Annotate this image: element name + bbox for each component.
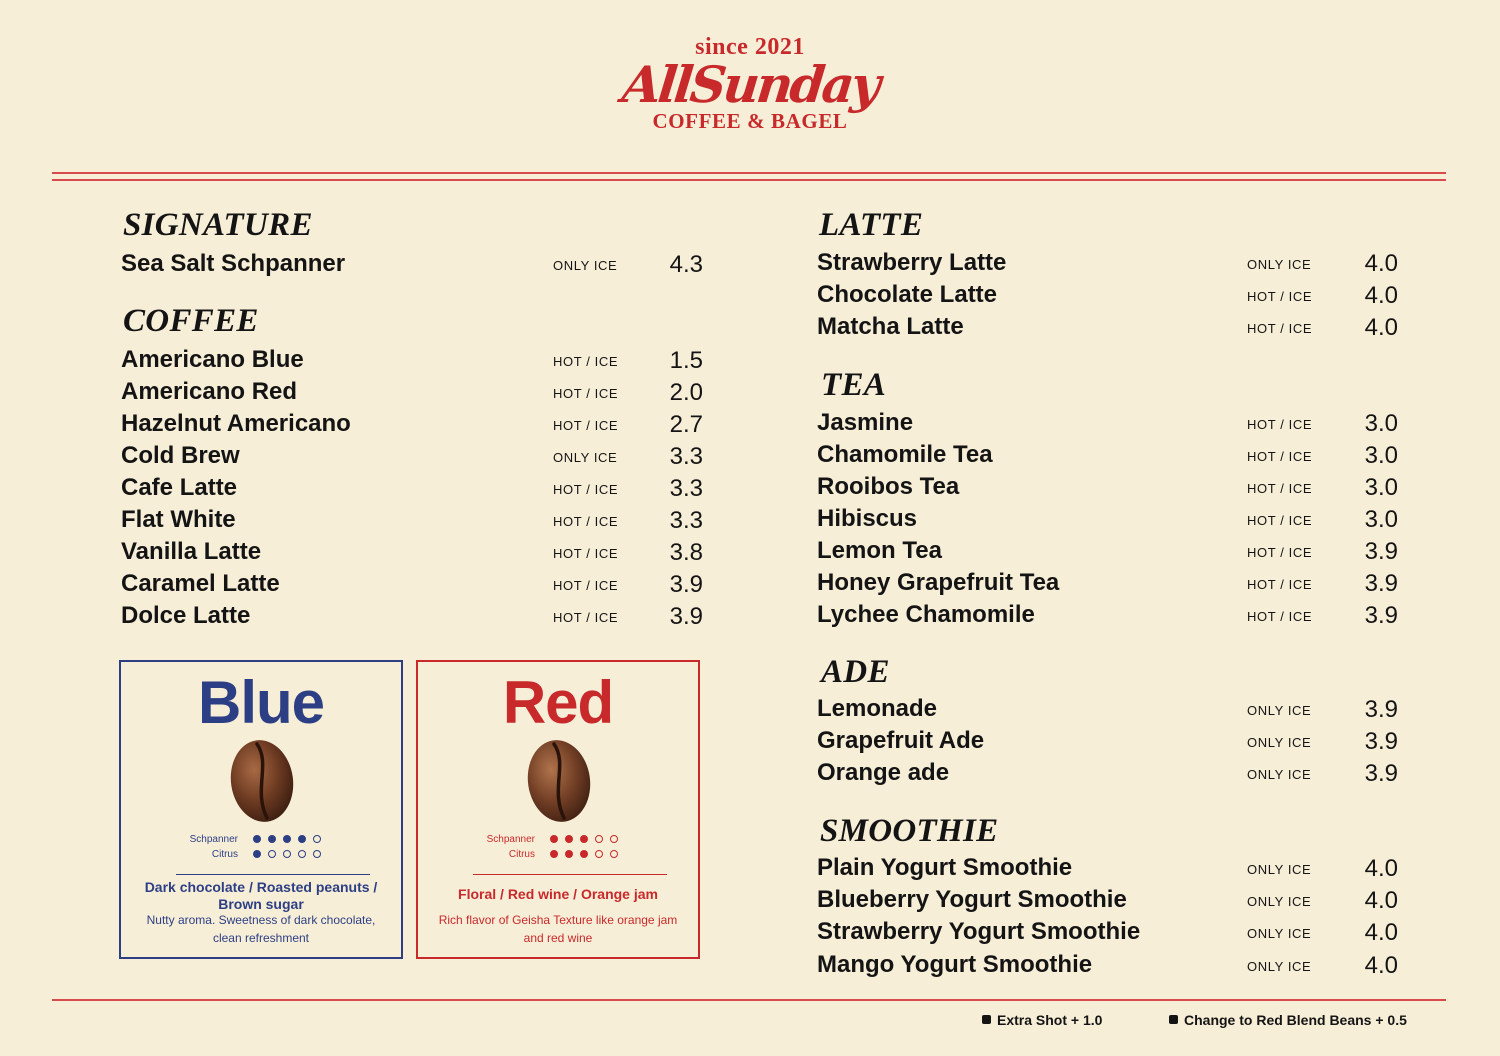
empty-dot-icon: [313, 850, 321, 858]
filled-dot-icon: [268, 835, 276, 843]
menu-item: [817, 504, 1407, 534]
section-title-tea: TEA: [821, 367, 887, 403]
menu-item: [817, 885, 1407, 915]
blend-title: Blue: [197, 669, 325, 736]
filled-dot-icon: [565, 850, 573, 858]
item-price: 3.9: [669, 603, 703, 630]
blend-title: Red: [502, 669, 614, 736]
item-option: HOT / ICE: [553, 354, 619, 369]
item-option: HOT / ICE: [1247, 577, 1313, 592]
item-price: 4.0: [1364, 919, 1398, 946]
item-option: HOT / ICE: [1247, 321, 1313, 336]
item-option: ONLY ICE: [553, 258, 618, 273]
item-option: HOT / ICE: [1247, 417, 1313, 432]
menu-item: [817, 312, 1407, 342]
item-price: 4.0: [1364, 887, 1398, 914]
item-option: ONLY ICE: [1247, 257, 1312, 272]
item-price: 3.3: [669, 475, 703, 502]
menu-item: [817, 440, 1407, 470]
item-name: Caramel Latte: [121, 570, 280, 597]
item-option: ONLY ICE: [1247, 926, 1312, 941]
item-option: HOT / ICE: [553, 514, 619, 529]
item-price: 4.0: [1364, 250, 1398, 277]
empty-dot-icon: [595, 835, 603, 843]
item-name: Hibiscus: [817, 505, 918, 532]
item-option: HOT / ICE: [553, 418, 619, 433]
item-name: Lemonade: [817, 695, 938, 722]
top-divider-inner: [52, 179, 1446, 181]
red-beans-note: [1169, 1011, 1407, 1029]
menu-item: [121, 601, 711, 631]
item-name: Lemon Tea: [817, 537, 942, 564]
schpanner-rating: [253, 835, 321, 843]
item-name: Matcha Latte: [817, 313, 964, 340]
square-bullet-icon: [982, 1015, 991, 1024]
item-name: Flat White: [121, 506, 236, 533]
item-name: Cold Brew: [121, 442, 240, 469]
item-price: 3.0: [1364, 506, 1398, 533]
schpanner-rating: [550, 835, 618, 843]
flavor-notes: Floral / Red wine / Orange jam: [458, 886, 658, 902]
item-name: Grapefruit Ade: [817, 727, 985, 754]
item-name: Orange ade: [817, 759, 950, 786]
menu-item: [817, 726, 1407, 756]
item-price: 3.9: [1364, 728, 1398, 755]
menu-item: [817, 280, 1407, 310]
item-name: Chamomile Tea: [817, 441, 993, 468]
menu-item: [121, 473, 711, 503]
item-name: Rooibos Tea: [817, 473, 960, 500]
menu-item: [817, 600, 1407, 630]
item-option: ONLY ICE: [1247, 959, 1312, 974]
menu-item: [817, 568, 1407, 598]
section-title-coffee: COFFEE: [123, 303, 259, 339]
menu-item: [817, 950, 1407, 980]
blend-description: Nutty aroma. Sweetness of dark chocolate, clean refreshment: [146, 913, 376, 945]
top-divider: [52, 172, 1446, 174]
filled-dot-icon: [580, 850, 588, 858]
item-name: Mango Yogurt Smoothie: [817, 951, 1093, 978]
item-name: Lychee Chamomile: [817, 601, 1035, 628]
brand-subtitle: COFFEE & BAGEL: [652, 109, 848, 133]
square-bullet-icon: [1169, 1015, 1178, 1024]
schpanner-label: Schpanner: [486, 834, 535, 845]
filled-dot-icon: [253, 835, 261, 843]
menu-item: [121, 345, 711, 375]
item-price: 2.0: [669, 379, 703, 406]
menu-item: [121, 441, 711, 471]
empty-dot-icon: [268, 850, 276, 858]
empty-dot-icon: [283, 850, 291, 858]
filled-dot-icon: [283, 835, 291, 843]
empty-dot-icon: [610, 850, 618, 858]
menu-item: [817, 853, 1407, 883]
item-option: HOT / ICE: [553, 546, 619, 561]
item-name: Vanilla Latte: [121, 538, 262, 565]
item-price: 3.0: [1364, 442, 1398, 469]
item-option: ONLY ICE: [1247, 894, 1312, 909]
item-option: HOT / ICE: [1247, 609, 1313, 624]
section-title-ade: ADE: [821, 654, 890, 690]
citrus-rating: [253, 850, 321, 858]
filled-dot-icon: [550, 835, 558, 843]
coffee-bean-icon: [524, 738, 594, 824]
item-name: Americano Blue: [121, 346, 304, 373]
filled-dot-icon: [253, 850, 261, 858]
item-price: 3.8: [669, 539, 703, 566]
menu-item: [121, 537, 711, 567]
item-option: HOT / ICE: [1247, 513, 1313, 528]
item-price: 4.0: [1364, 855, 1398, 882]
menu-item: [817, 472, 1407, 502]
item-price: 3.9: [1364, 570, 1398, 597]
bottom-divider: [52, 999, 1446, 1001]
filled-dot-icon: [550, 850, 558, 858]
item-name: Cafe Latte: [121, 474, 238, 501]
filled-dot-icon: [565, 835, 573, 843]
item-price: 3.9: [669, 571, 703, 598]
card-divider: [176, 874, 370, 875]
section-title-latte: LATTE: [819, 207, 924, 243]
item-option: HOT / ICE: [1247, 289, 1313, 304]
empty-dot-icon: [298, 850, 306, 858]
menu-item: [817, 694, 1407, 724]
item-name: Blueberry Yogurt Smoothie: [817, 886, 1127, 913]
red-beans-label: Change to Red Blend Beans + 0.5: [1184, 1012, 1407, 1028]
item-price: 3.3: [669, 443, 703, 470]
taste-scale: [470, 834, 670, 864]
item-option: HOT / ICE: [553, 482, 619, 497]
item-price: 4.0: [1364, 952, 1398, 979]
item-option: ONLY ICE: [1247, 767, 1312, 782]
item-price: 1.5: [669, 347, 703, 374]
since-label: since 2021: [695, 34, 805, 60]
menu-item: [121, 409, 711, 439]
item-price: 3.0: [1364, 410, 1398, 437]
item-price: 2.7: [669, 411, 703, 438]
item-name: Sea Salt Schpanner: [121, 250, 346, 277]
item-option: ONLY ICE: [553, 450, 618, 465]
item-name: Dolce Latte: [121, 602, 251, 629]
schpanner-label: Schpanner: [189, 834, 238, 845]
card-divider: [473, 874, 667, 875]
item-name: Plain Yogurt Smoothie: [817, 854, 1073, 881]
extra-shot-note: [982, 1011, 1102, 1029]
item-price: 3.9: [1364, 760, 1398, 787]
item-name: Jasmine: [817, 409, 914, 436]
item-name: Strawberry Latte: [817, 249, 1007, 276]
item-name: Hazelnut Americano: [121, 410, 351, 437]
section-title-smoothie: SMOOTHIE: [820, 813, 999, 849]
item-price: 4.3: [669, 251, 703, 278]
item-name: Strawberry Yogurt Smoothie: [817, 918, 1141, 945]
item-price: 3.3: [669, 507, 703, 534]
filled-dot-icon: [580, 835, 588, 843]
menu-item: [817, 408, 1407, 438]
empty-dot-icon: [595, 850, 603, 858]
menu-item: [817, 917, 1407, 947]
extra-shot-label: Extra Shot + 1.0: [997, 1012, 1103, 1028]
citrus-label: Citrus: [211, 849, 238, 860]
item-price: 4.0: [1364, 314, 1398, 341]
item-price: 3.0: [1364, 474, 1398, 501]
red-blend-card: [416, 660, 700, 959]
brand-name: AllSunday: [619, 55, 881, 114]
flavor-notes: Dark chocolate / Roasted peanuts / Brown sugar: [144, 879, 378, 912]
item-option: HOT / ICE: [1247, 449, 1313, 464]
menu-item: [121, 377, 711, 407]
menu-item: [121, 249, 711, 279]
blend-description: Rich flavor of Geisha Texture like orange jam and red wine: [438, 913, 678, 945]
item-option: HOT / ICE: [1247, 481, 1313, 496]
item-name: Americano Red: [121, 378, 298, 405]
item-option: HOT / ICE: [553, 610, 619, 625]
empty-dot-icon: [313, 835, 321, 843]
item-name: Honey Grapefruit Tea: [817, 569, 1060, 596]
item-price: 3.9: [1364, 602, 1398, 629]
blue-blend-card: [119, 660, 403, 959]
section-title-signature: SIGNATURE: [123, 207, 313, 243]
item-option: ONLY ICE: [1247, 703, 1312, 718]
menu-item: [817, 536, 1407, 566]
menu-item: [121, 505, 711, 535]
menu-item: [121, 569, 711, 599]
coffee-bean-icon: [227, 738, 297, 824]
brand-logo: [600, 30, 900, 134]
citrus-label: Citrus: [508, 849, 535, 860]
menu-item: [817, 248, 1407, 278]
item-price: 3.9: [1364, 538, 1398, 565]
taste-scale: [173, 834, 373, 864]
item-option: ONLY ICE: [1247, 735, 1312, 750]
item-option: HOT / ICE: [553, 578, 619, 593]
filled-dot-icon: [298, 835, 306, 843]
item-option: ONLY ICE: [1247, 862, 1312, 877]
citrus-rating: [550, 850, 618, 858]
empty-dot-icon: [610, 835, 618, 843]
item-option: HOT / ICE: [1247, 545, 1313, 560]
item-name: Chocolate Latte: [817, 281, 998, 308]
menu-item: [817, 758, 1407, 788]
item-price: 4.0: [1364, 282, 1398, 309]
item-price: 3.9: [1364, 696, 1398, 723]
item-option: HOT / ICE: [553, 386, 619, 401]
